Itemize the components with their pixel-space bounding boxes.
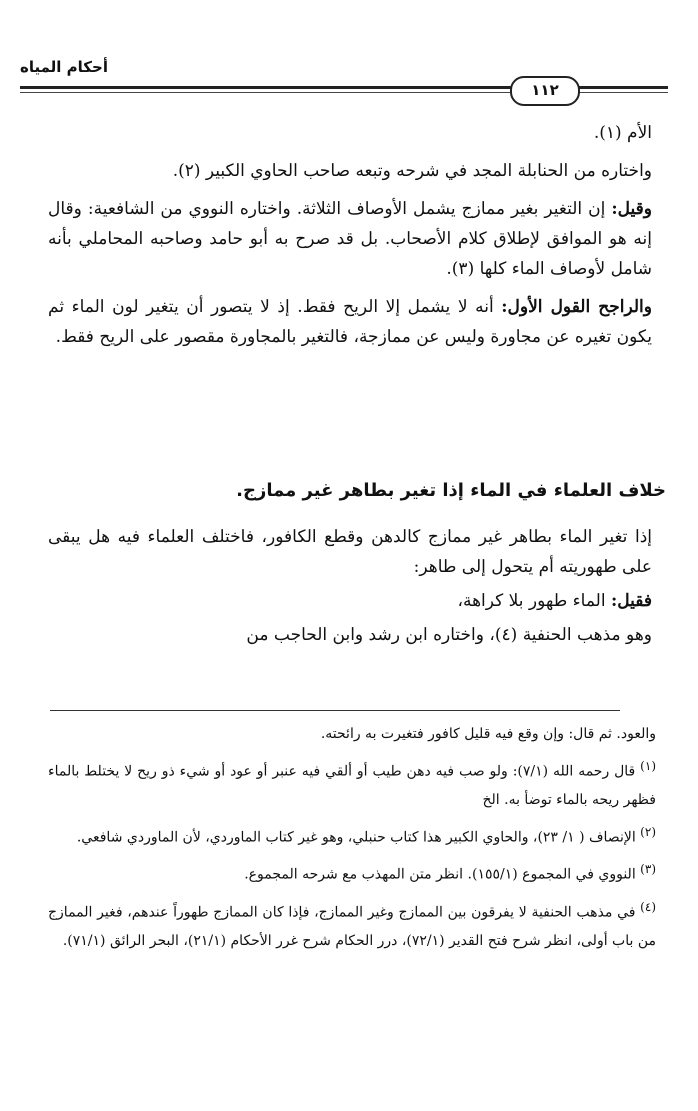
footnote-2-number: (٢) (640, 824, 656, 839)
footnote-3-number: (٣) (640, 862, 656, 877)
paragraph-3-lead: وقيل: (611, 199, 652, 219)
paragraph-4 (48, 292, 652, 352)
section-heading: خلاف العلماء في الماء إذا تغير بطاهر غير ممازج. (236, 480, 666, 501)
footnote-4-text: في مذهب الحنفية لا يفرقون بين الممازج وغير الممازج، فإذا كان الممازج طهوراً عندهم، فغير الممازج من باب أولى، انظر شرح فتح القدير (٧٢/١)، درر الحكام شرح غرر الأحكام (٢١/١)، البحر الرائق (٧١/١). (48, 904, 656, 949)
paragraph-6-text: الماء طهور بلا كراهة، (457, 591, 611, 611)
paragraph-6-lead: فقيل: (610, 591, 652, 611)
paragraph-5: إذا تغير الماء بطاهر غير ممازج كالدهن وقطع الكافور، فاختلف العلماء فيه هل يبقى على طهوريته أم يتحول إلى طاهر: (48, 527, 652, 577)
body-lower (48, 522, 652, 650)
body-upper (48, 118, 652, 352)
paragraph-3 (48, 194, 652, 284)
footnotes (48, 720, 656, 955)
footnote-3-text: النووي في المجموع (١٥٥/١). انظر متن المهذب مع شرحه المجموع. (244, 866, 636, 883)
footnote-rule (50, 710, 620, 711)
paragraph-1: الأم (١). (593, 123, 652, 143)
footnote-1 (48, 752, 656, 814)
footnote-continuation: والعود. ثم قال: وإن وقع فيه قليل كافور فتغيرت به رائحته. (320, 726, 656, 742)
paragraph-4-lead: والراجح القول الأول: (501, 297, 652, 317)
footnote-1-text: قال رحمه الله (٧/١): ولو صب فيه دهن طيب أو ألقي فيه عنبر أو عود أو شيء ذو ريح لا يختلط بالماء فظهر ريحه بالماء توضأ به. الخ (48, 763, 656, 808)
running-title: أحكام المياه (20, 58, 108, 76)
paragraph-7: وهو مذهب الحنفية (٤)، واختاره ابن رشد وابن الحاجب من (246, 625, 652, 645)
paragraph-2: واختاره من الحنابلة المجد في شرحه وتبعه صاحب الحاوي الكبير (٢). (172, 161, 652, 181)
footnote-4 (48, 893, 656, 955)
footnote-2-text: الإنصاف ( ١/ ٢٣)، والحاوي الكبير هذا كتاب حنبلي، وهو غير كتاب الماوردي، لأن الماوردي شافعي. (76, 829, 636, 846)
footnote-1-number: (١) (640, 759, 656, 773)
footnote-4-number: (٤) (640, 899, 656, 914)
footnote-2 (48, 818, 656, 852)
footnote-3 (48, 855, 656, 889)
paragraph-3-text: إن التغير بغير ممازج يشمل الأوصاف الثلاثة. واختاره النووي من الشافعية: وقال إنه هو الموافق لإطلاق كلام الأصحاب. بل قد صرح به أبو حامد وصاحبه المحاملي بأنه شامل لأوصاف الماء كلها (٣). (48, 199, 652, 279)
paragraph-6 (48, 586, 652, 616)
paragraph-4-text: أنه لا يشمل إلا الريح فقط. إذ لا يتصور أن يتغير لون الماء ثم يكون تغيره عن مجاورة وليس عن ممازجة، فالتغير بالمجاورة مقصور على الريح فقط. (48, 297, 652, 347)
page-number: ١١٢ (510, 76, 580, 106)
